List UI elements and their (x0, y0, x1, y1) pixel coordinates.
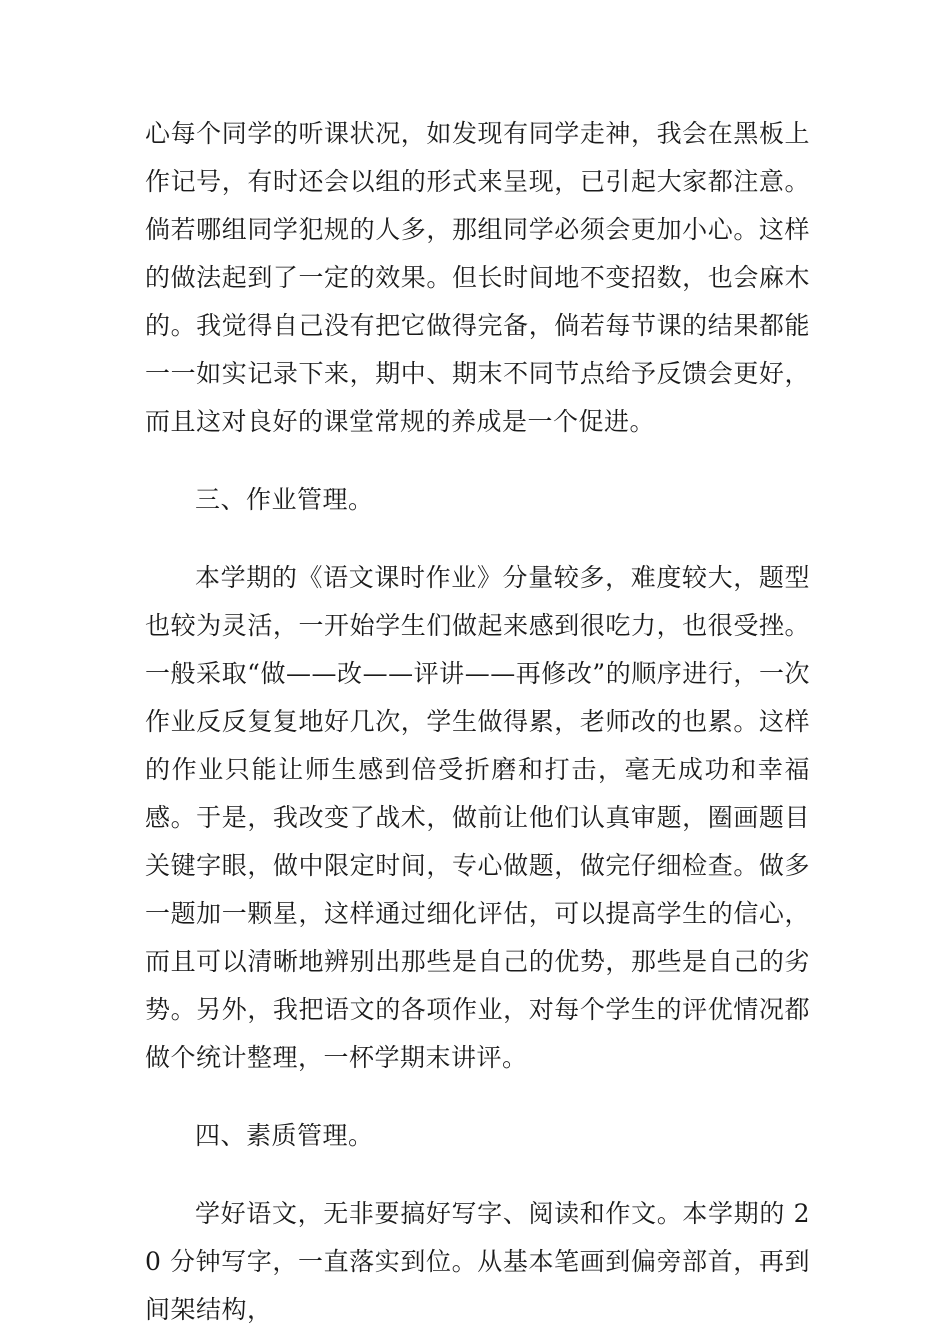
section-heading-quality-management: 四、素质管理。 (195, 1121, 374, 1150)
document-body (145, 110, 810, 1334)
paragraph-quality-management: 学好语文，无非要搞好写字、阅读和作文。本学期的 20 分钟写字，一直落实到位。从基本笔画到偏旁部首，再到间架结构， (145, 1199, 810, 1324)
paragraph-classroom-discipline: 心每个同学的听课状况，如发现有同学走神，我会在黑板上作记号，有时还会以组的形式来呈现，已引起大家都注意。倘若哪组同学犯规的人多，那组同学必须会更加小心。这样的做法起到了一定的效果。但长时间地不变招数，也会麻木的。我觉得自己没有把它做得完备，倘若每节课的结果都能一一如实记录下来，期中、期末不同节点给予反馈会更好，而且这对良好的课堂常规的养成是一个促进。 (145, 119, 810, 436)
section-heading-homework-management: 三、作业管理。 (195, 485, 374, 514)
paragraph-homework-management: 本学期的《语文课时作业》分量较多，难度较大，题型也较为灵活，一开始学生们做起来感到很吃力，也很受挫。一般采取“做——改——评讲——再修改”的顺序进行，一次作业反反复复地好几次，学生做得累，老师改的也累。这样的作业只能让师生感到倍受折磨和打击，毫无成功和幸福感。于是，我改变了战术，做前让他们认真审题，圈画题目关键字眼，做中限定时间，专心做题，做完仔细检查。做多一题加一颗星，这样通过细化评估，可以提高学生的信心，而且可以清晰地辨别出那些是自己的优势，那些是自己的劣势。另外，我把语文的各项作业，对每个学生的评优情况都做个统计整理，一杯学期末讲评。 (145, 563, 810, 1072)
